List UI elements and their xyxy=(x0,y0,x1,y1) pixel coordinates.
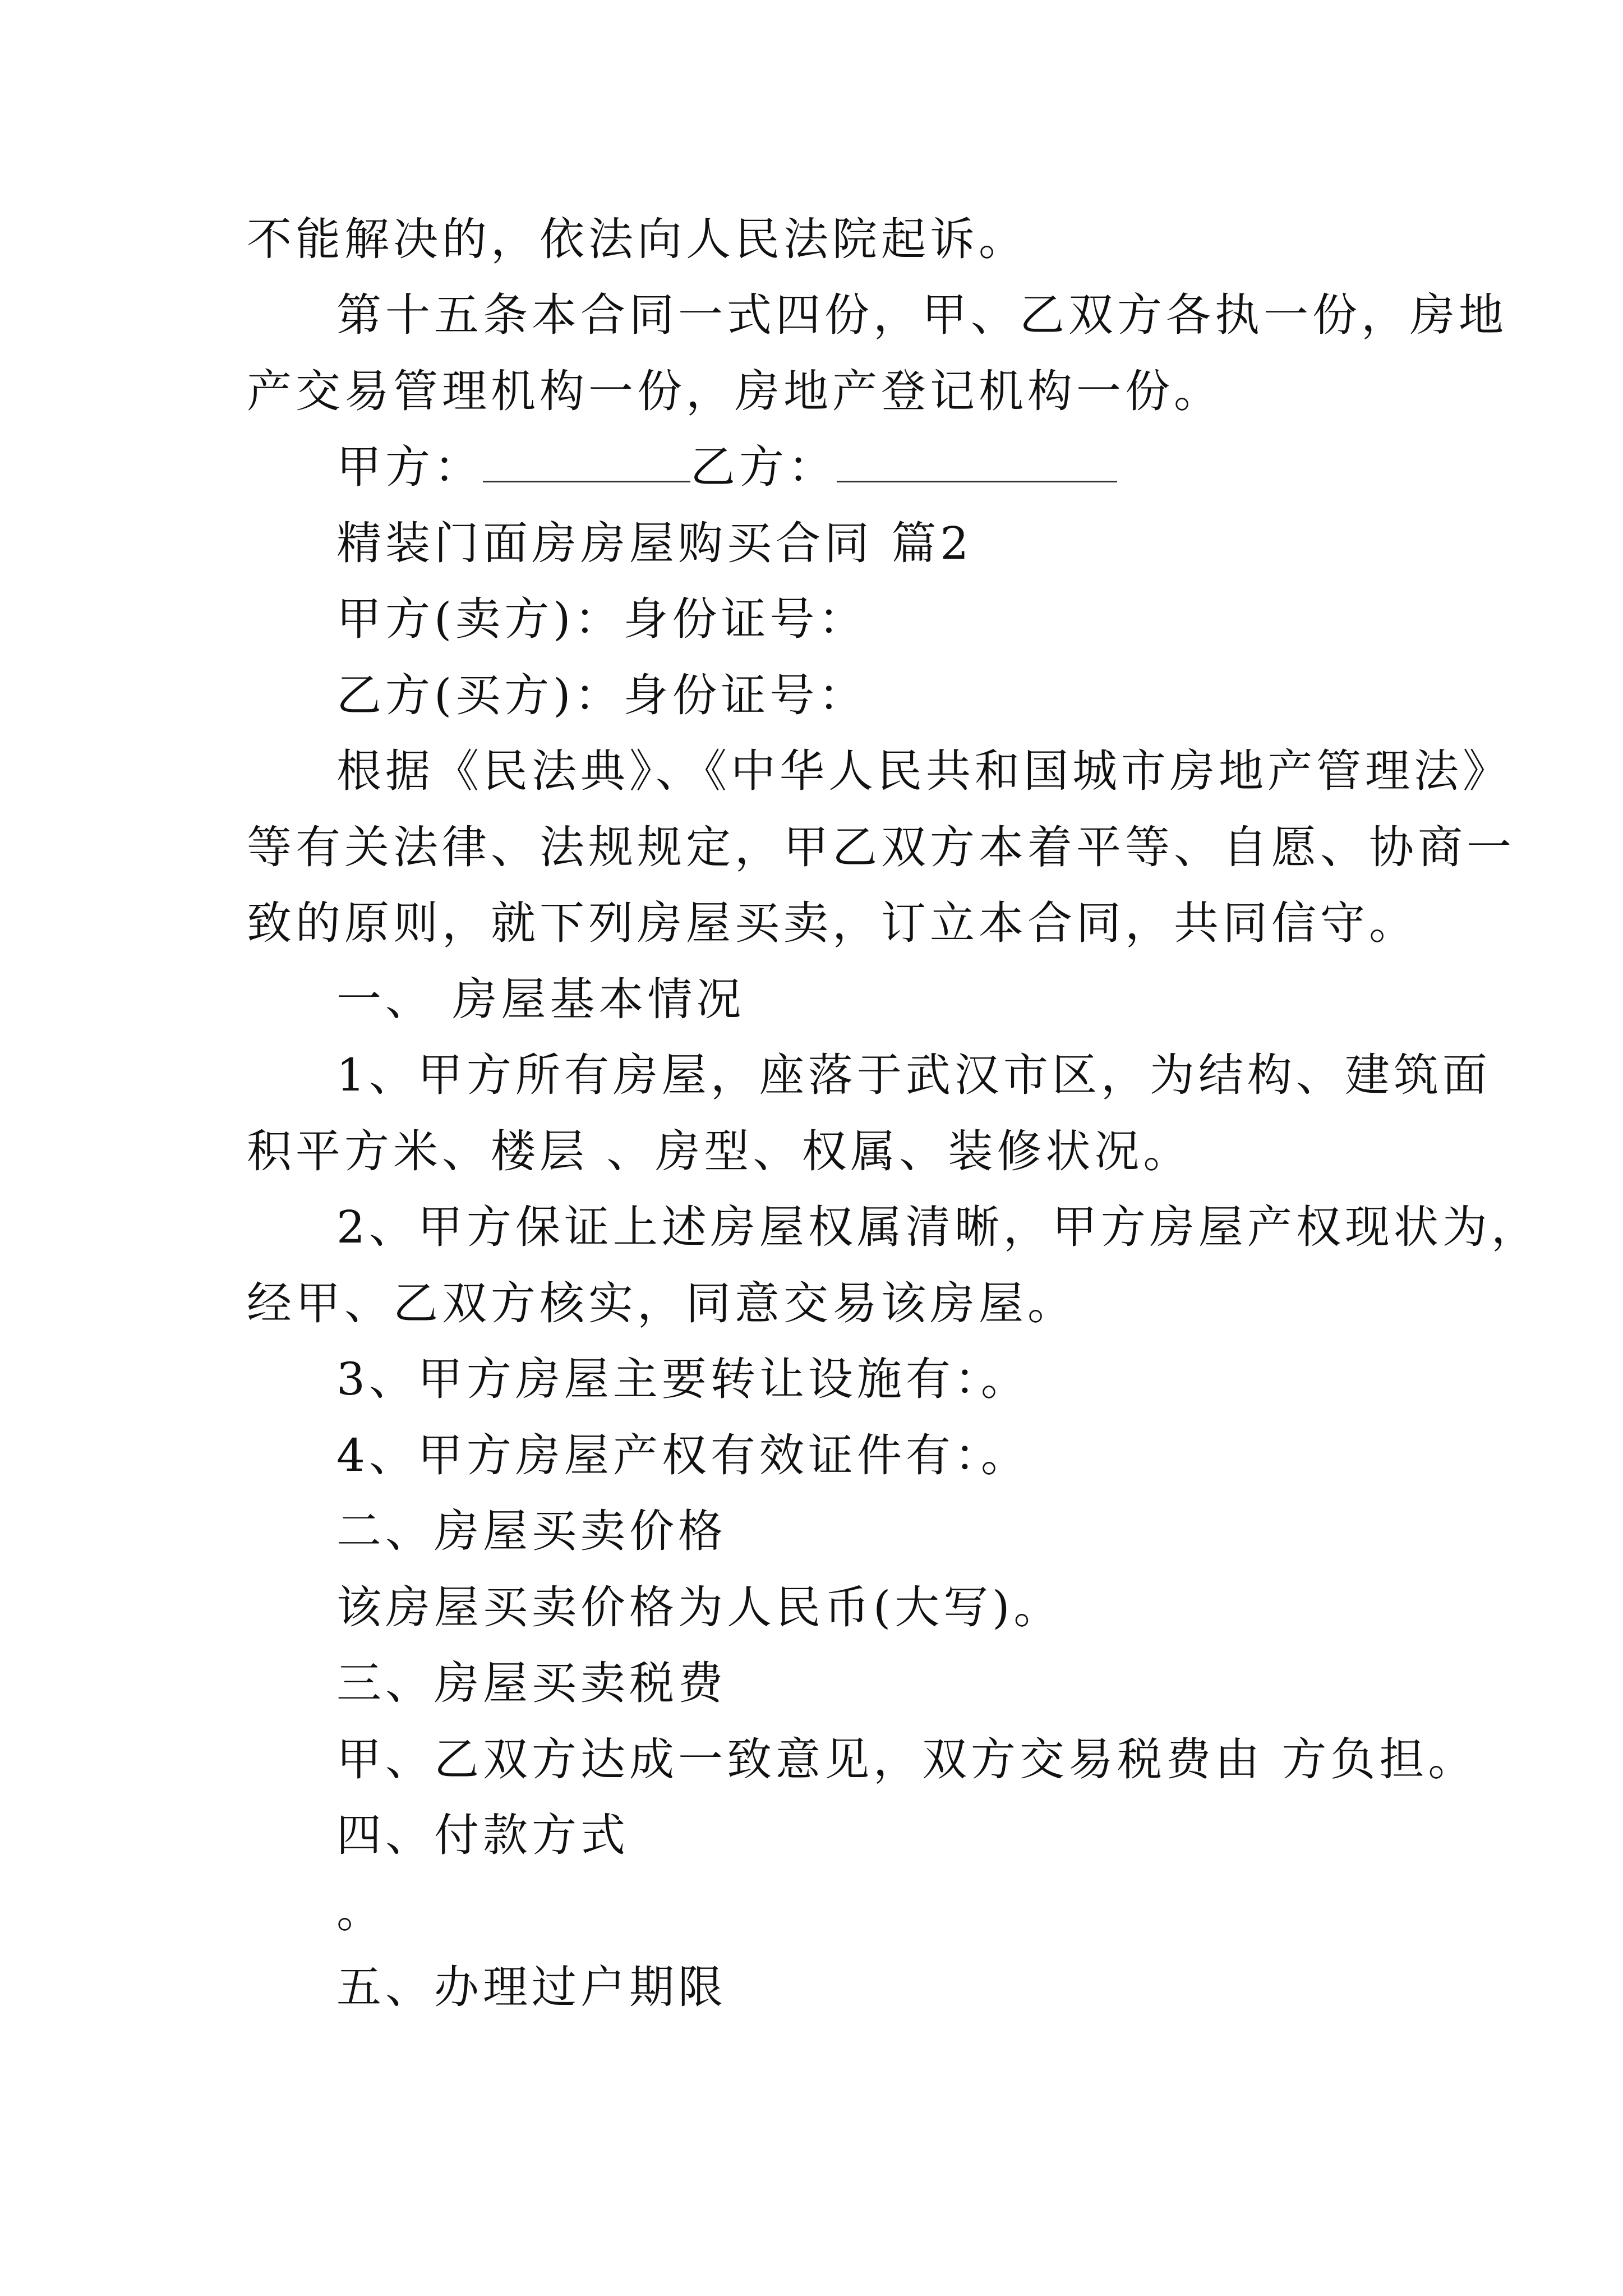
heading-line: 三、房屋买卖税费 xyxy=(336,1657,727,1709)
signature-line xyxy=(336,441,1117,493)
heading-line: 二、房屋买卖价格 xyxy=(336,1505,727,1557)
paragraph-line: 经甲、乙双方核实，同意交易该房屋。 xyxy=(247,1277,1076,1329)
party-a-label: 甲方： xyxy=(336,441,483,493)
paragraph-line: 等有关法律、法规规定，甲乙双方本着平等、自愿、协商一 xyxy=(247,821,1515,873)
paragraph-line: 甲方(卖方)：身份证号： xyxy=(336,593,868,645)
paragraph-line: 2、甲方保证上述房屋权属清晰，甲方房屋产权现状为， xyxy=(336,1201,1540,1253)
paragraph-line: 该房屋买卖价格为人民币(大写)。 xyxy=(336,1581,1063,1634)
paragraph-line: 。 xyxy=(336,1885,385,1938)
paragraph-line: 致的原则，就下列房屋买卖，订立本合同，共同信守。 xyxy=(247,897,1418,949)
paragraph-line: 不能解决的，依法向人民法院起诉。 xyxy=(247,213,1027,265)
paragraph-line: 4、甲方房屋产权有效证件有：。 xyxy=(336,1429,1030,1481)
paragraph-line: 产交易管理机构一份，房地产登记机构一份。 xyxy=(247,365,1223,417)
paragraph-line: 3、甲方房屋主要转让设施有：。 xyxy=(336,1353,1030,1405)
paragraph-line: 1、甲方所有房屋，座落于武汉市区，为结构、建筑面 xyxy=(336,1049,1491,1101)
section-title: 精装门面房房屋购买合同 篇2 xyxy=(336,517,973,569)
heading-line: 四、付款方式 xyxy=(336,1809,629,1861)
party-b-blank xyxy=(837,447,1117,482)
heading-line: 五、办理过户期限 xyxy=(336,1961,727,2013)
paragraph-line: 根据《民法典》、《中华人民共和国城市房地产管理法》 xyxy=(336,745,1511,797)
paragraph-line: 乙方(买方)：身份证号： xyxy=(336,669,868,721)
party-a-blank xyxy=(483,447,690,482)
paragraph-line: 甲、乙双方达成一致意见，双方交易税费由 方负担。 xyxy=(336,1733,1477,1786)
heading-line: 一、 房屋基本情况 xyxy=(336,973,745,1025)
paragraph-line: 积平方米、楼层 、房型、权属、装修状况。 xyxy=(247,1125,1192,1177)
party-b-label: 乙方： xyxy=(690,441,837,493)
paragraph-line: 第十五条本合同一式四份，甲、乙双方各执一份，房地 xyxy=(336,289,1507,341)
